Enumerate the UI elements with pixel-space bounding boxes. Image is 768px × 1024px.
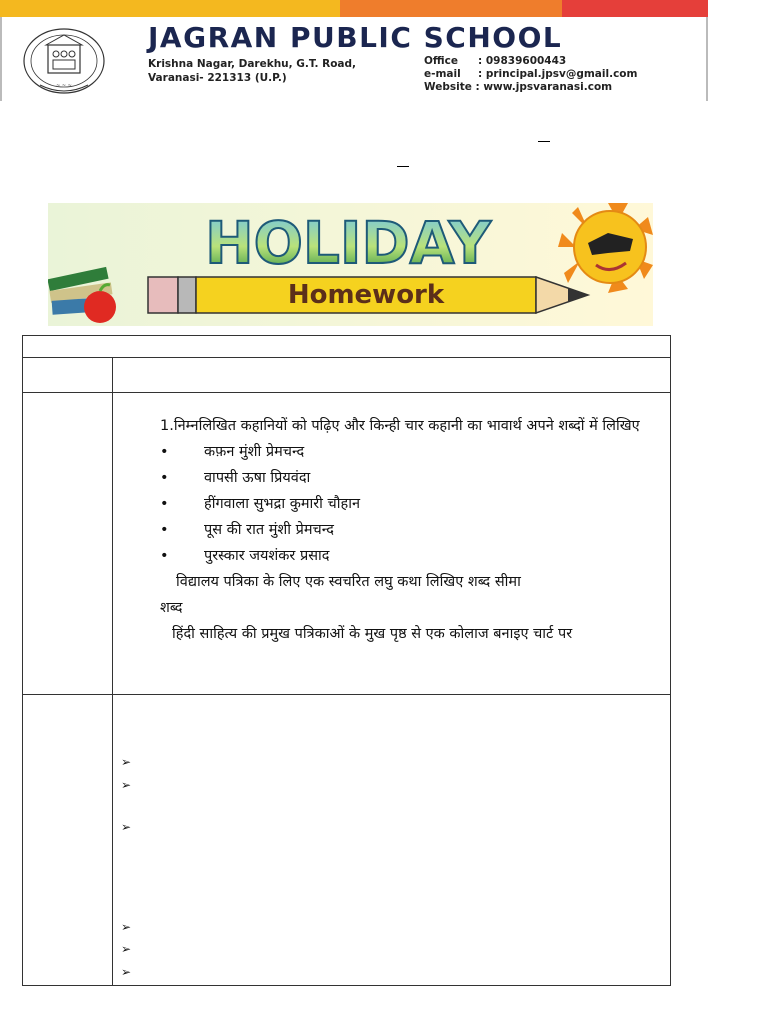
- banner-subtitle: Homework: [287, 280, 445, 310]
- office-value: : 09839600443: [478, 55, 567, 67]
- school-address: [148, 57, 356, 85]
- address-line-2: Varanasi- 221313 (U.P.): [148, 72, 287, 84]
- list-item: • कफ़न मुंशी प्रेमचन्द: [160, 444, 305, 460]
- question-1: 1.निम्नलिखित कहानियों को पढ़िए और किन्ही चार कहानी का भावार्थ अपने शब्दों में लिखिए: [160, 418, 640, 434]
- list-item: • पुरस्कार जयशंकर प्रसाद: [160, 548, 330, 564]
- school-name: JAGRAN PUBLIC SCHOOL: [148, 21, 563, 54]
- address-line-1: Krishna Nagar, Darekhu, G.T. Road,: [148, 58, 356, 70]
- holiday-homework-banner: [48, 203, 653, 326]
- arrow-bullet-icon: ➢: [121, 920, 132, 934]
- question-3: हिंदी साहित्य की प्रमुख पत्रिकाओं के मुख पृष्ठ से एक कोलाज बनाइए चार्ट पर: [172, 626, 573, 642]
- email-label: e-mail: [424, 68, 461, 80]
- heading-dash: [538, 141, 550, 142]
- heading-dash: [397, 166, 409, 167]
- office-label: Office: [424, 55, 458, 67]
- list-item: • पूस की रात मुंशी प्रेमचन्द: [160, 522, 334, 538]
- email-value[interactable]: : principal.jpsv@gmail.com: [478, 68, 638, 80]
- question-2-continued: शब्द: [160, 600, 183, 616]
- list-item: • हींगवाला सुभद्रा कुमारी चौहान: [160, 496, 361, 512]
- banner-title: HOLIDAY: [205, 209, 491, 277]
- svg-text:~ ~ ~: ~ ~ ~: [56, 83, 72, 89]
- list-item: • वापसी ऊषा प्रियवंदा: [160, 470, 311, 486]
- website-value[interactable]: : www.jpsvaranasi.com: [475, 81, 613, 93]
- website-label: Website: [424, 81, 472, 93]
- school-crest-icon: [22, 27, 106, 97]
- hindi-homework: [160, 413, 660, 647]
- question-2: विद्यालय पत्रिका के लिए एक स्वचरित लघु कथा लिखिए शब्द सीमा: [176, 574, 521, 590]
- header-color-strip: [0, 0, 708, 17]
- letterhead: [0, 17, 708, 101]
- story-list: [160, 439, 660, 569]
- arrow-bullet-icon: ➢: [121, 965, 132, 979]
- arrow-bullet-icon: ➢: [121, 820, 132, 834]
- arrow-bullet-icon: ➢: [121, 942, 132, 956]
- arrow-bullet-icon: ➢: [121, 755, 132, 769]
- arrow-bullet-icon: ➢: [121, 778, 132, 792]
- school-contact: [424, 55, 637, 94]
